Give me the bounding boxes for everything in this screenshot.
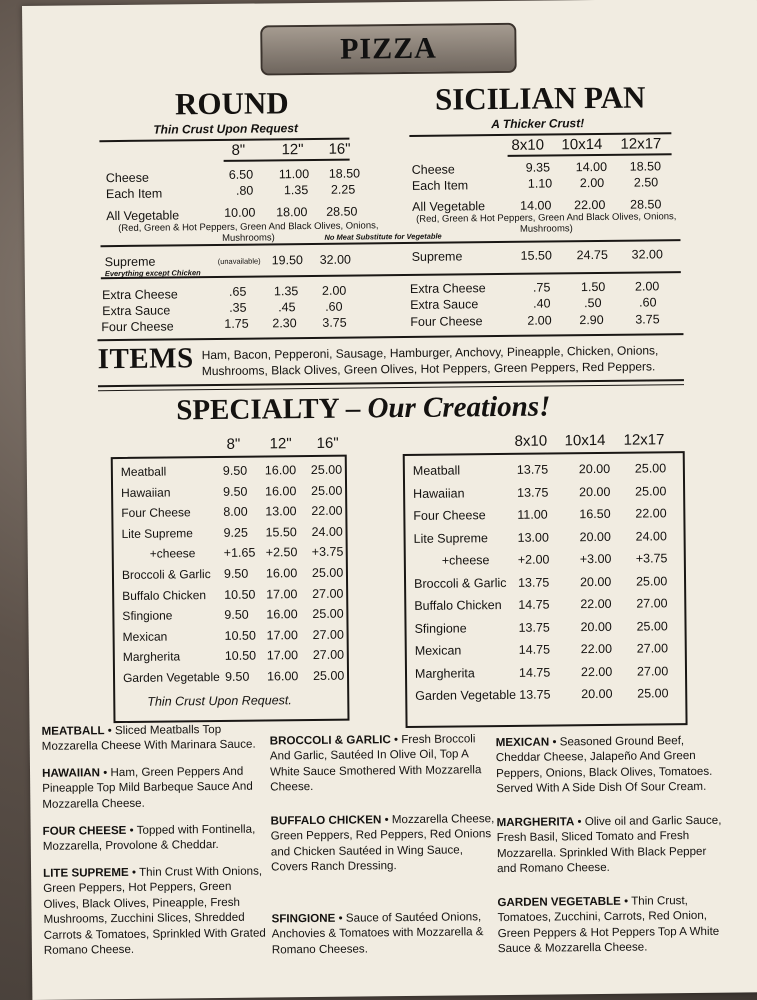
specialty-price: 16.50	[579, 506, 611, 522]
specialty-price: 20.00	[579, 529, 611, 544]
specialty-pizza-label: Lite Supreme	[413, 530, 489, 546]
specialty-price: 17.00	[266, 586, 298, 602]
items-rule-top	[97, 333, 683, 341]
price: .60	[325, 299, 343, 314]
specialty-price: 16.00	[265, 566, 298, 581]
specialty-title-dash: –	[345, 392, 361, 425]
price: 2.25	[330, 182, 356, 197]
price: .75	[532, 280, 551, 295]
round-extra-label: Extra Sauce	[102, 303, 171, 319]
specialty-price: 13.00	[265, 504, 297, 519]
pizza-description-text: • Sliced Meatballs Top Mozzarella Cheese With Marinara Sauce.	[41, 722, 256, 754]
pizza-description-text: • Thin Crust, Tomatoes, Zucchini, Carrots, Red Onion, Green Peppers & Hot Peppers Top A White Sauce & Mozzarella Cheese.	[497, 894, 720, 956]
specialty-price: 16.00	[266, 669, 299, 684]
price: 3.75	[322, 315, 347, 330]
specialty-price: 15.50	[265, 524, 297, 540]
specialty-price: +1.65	[223, 545, 256, 561]
specialty-pizza-label: Broccoli & Garlic	[413, 575, 507, 591]
specialty-price: 9.50	[224, 607, 249, 623]
specialty-price: 25.00	[311, 483, 343, 498]
specialty-price: 22.00	[580, 641, 613, 657]
price: 22.00	[574, 197, 606, 213]
spec-pan-size-10x14: 10x14	[564, 431, 606, 450]
specialty-price: +3.00	[579, 551, 612, 567]
pizza-description	[496, 813, 723, 877]
specialty-price: 27.00	[636, 641, 669, 656]
specialty-pizza-label: Buffalo Chicken	[414, 598, 502, 613]
specialty-title-main: SPECIALTY	[176, 392, 339, 427]
specialty-price: 27.00	[636, 663, 669, 679]
pizza-description-text: • Seasoned Ground Beef, Cheddar Cheese, Jalapeño And Green Peppers, Onions, Black Olives, Tomatoes. Served With A Side Dish Of Sour Cream.	[495, 734, 713, 796]
specialty-price: 24.00	[635, 528, 667, 544]
specialty-price: 17.00	[266, 648, 299, 663]
price: .60	[639, 295, 657, 310]
specialty-pizza-label: Broccoli & Garlic	[121, 567, 211, 582]
price: .40	[533, 296, 551, 311]
pan-extra-label: Extra Cheese	[409, 281, 486, 296]
specialty-price: 10.50	[224, 587, 256, 602]
specialty-price: 10.50	[224, 648, 257, 664]
pan-row-label: Cheese	[411, 162, 455, 177]
pizza-description	[270, 811, 495, 875]
specialty-title	[176, 390, 550, 427]
price: 1.10	[527, 176, 553, 191]
round-size-8: 8"	[231, 141, 246, 159]
specialty-price: 14.75	[518, 597, 550, 612]
specialty-price: 9.25	[223, 525, 248, 540]
specialty-price: 25.00	[311, 565, 344, 580]
price: 1.75	[224, 316, 249, 331]
pan-veg-note: (Red, Green & Hot Peppers, Green And Black Olives, Onions, Mushrooms)	[416, 211, 677, 235]
round-supreme-label: Supreme	[104, 254, 156, 270]
round-supreme-unavailable: (unavailable)	[217, 256, 261, 266]
round-extra-label: Extra Cheese	[101, 287, 178, 303]
specialty-price: 9.50	[223, 484, 248, 499]
specialty-price: 14.75	[518, 642, 551, 657]
price: 14.00	[575, 159, 608, 175]
pizza-description	[42, 721, 266, 754]
specialty-price: 22.00	[580, 596, 612, 612]
price: 9.35	[525, 160, 551, 175]
price: 2.00	[634, 279, 660, 294]
price: 2.00	[579, 175, 605, 191]
specialty-price: 10.50	[224, 628, 256, 643]
menu-page	[22, 0, 757, 1000]
price: 1.35	[273, 284, 299, 299]
pizza-description-name: SFINGIONE	[271, 911, 336, 926]
pizza-description-name: GARDEN VEGETABLE	[497, 894, 621, 910]
price: 3.75	[635, 312, 660, 327]
specialty-pizza-label: Margherita	[414, 665, 475, 681]
specialty-pizza-label: Sfingione	[122, 608, 173, 624]
pizza-description	[43, 821, 267, 854]
specialty-price: 25.00	[634, 461, 667, 476]
specialty-price: 16.00	[266, 607, 298, 622]
round-veg-note: (Red, Green & Hot Peppers, Green And Black Olives, Onions, Mushrooms)	[118, 220, 379, 244]
specialty-price: 14.75	[518, 665, 551, 680]
price: 6.50	[228, 167, 254, 182]
specialty-pizza-label: Lite Supreme	[121, 526, 193, 541]
pizza-description-text: • Topped with Fontinella, Mozzarella, Provolone & Cheddar.	[42, 822, 256, 854]
specialty-price: 13.75	[518, 620, 550, 635]
specialty-subtitle: Our Creations!	[367, 390, 551, 425]
spec-round-size-12: 12"	[269, 435, 292, 453]
specialty-pizza-label: Garden Vegetable	[415, 687, 517, 703]
price: 2.50	[633, 175, 659, 190]
price: 18.00	[276, 205, 308, 220]
price: 14.00	[520, 198, 552, 213]
pan-size-12x17: 12x17	[620, 135, 662, 153]
specialty-pizza-label: Four Cheese	[121, 505, 191, 521]
specialty-price: +2.00	[517, 552, 550, 567]
price: .80	[235, 183, 254, 198]
specialty-price: 13.75	[517, 575, 550, 590]
round-row-label: All Vegetable	[106, 208, 180, 224]
specialty-price: 25.00	[637, 686, 669, 701]
specialty-price: +3.75	[311, 545, 344, 560]
pizza-header-badge	[260, 23, 517, 76]
sicilian-subtitle: A Thicker Crust!	[491, 116, 585, 132]
spec-round-size-16: 16"	[316, 434, 339, 452]
price: 15.50	[520, 248, 552, 263]
specialty-price: 27.00	[312, 586, 344, 601]
specialty-price: 27.00	[636, 596, 668, 611]
price: 2.30	[272, 316, 297, 331]
specialty-price: 8.00	[223, 504, 248, 520]
price: 28.50	[630, 197, 662, 212]
pizza-description	[497, 893, 724, 957]
pan-size-8x10: 8x10	[511, 136, 545, 154]
pizza-description-name: MEXICAN	[495, 735, 550, 750]
sicilian-title: SICILIAN PAN	[434, 79, 646, 117]
specialty-price: 9.50	[222, 463, 248, 478]
price: 10.00	[224, 205, 256, 220]
round-title: ROUND	[174, 85, 289, 122]
specialty-pizza-label: Mexican	[122, 629, 168, 644]
specialty-price: 25.00	[636, 618, 668, 634]
round-row-label: Each Item	[105, 186, 163, 202]
spec-pan-size-12x17: 12x17	[623, 431, 665, 449]
round-supreme-note: Everything except Chicken	[104, 268, 201, 279]
pizza-description-name: LITE SUPREME	[43, 865, 129, 880]
pan-size-rule	[508, 153, 672, 156]
round-row-label: Cheese	[105, 170, 149, 186]
specialty-price: 13.75	[519, 687, 551, 702]
pizza-description-text: • Olive oil and Garlic Sauce, Fresh Basil, Sliced Tomato and Fresh Mozzarella. Sprinkled With Black Pepper and Romano Cheese.	[496, 813, 722, 876]
items-list: Ham, Bacon, Pepperoni, Sausage, Hamburger, Anchovy, Pineapple, Chicken, Onions, Mushrooms, Black Olives, Green Olives, Hot Peppers, Green Peppers, Red Peppers.	[201, 343, 659, 379]
spec-round-size-8: 8"	[226, 435, 241, 453]
specialty-pizza-label: Hawaiian	[413, 485, 465, 501]
specialty-price: 22.00	[580, 664, 613, 679]
round-rule-top	[99, 138, 349, 142]
specialty-price: 13.00	[517, 530, 549, 545]
page-title: PIZZA	[339, 31, 437, 66]
specialty-pizza-label: Four Cheese	[413, 508, 486, 523]
specialty-price: 27.00	[312, 648, 345, 663]
specialty-price: 25.00	[312, 668, 345, 683]
specialty-pizza-label: Meatball	[412, 463, 461, 478]
pizza-description	[271, 909, 495, 958]
round-extra-label: Four Cheese	[101, 319, 174, 335]
specialty-price: +2.50	[265, 545, 298, 560]
specialty-price: 20.00	[578, 461, 611, 477]
specialty-round-note: Thin Crust Upon Request.	[147, 693, 292, 709]
price: 2.00	[321, 283, 347, 298]
pizza-description-text: • Thin Crust With Onions, Green Peppers, Hot Peppers, Green Olives, Black Olives, Pineapple, Fresh Mushrooms, Zucchini Slices, Shredded Carrots & Tomatoes, Sprinkled With Grated Romano Cheese.	[43, 864, 266, 957]
specialty-price: 25.00	[312, 606, 344, 622]
price: 24.75	[576, 247, 608, 263]
price: 1.50	[580, 279, 606, 295]
pan-extra-label: Four Cheese	[410, 314, 483, 329]
price: 28.50	[326, 204, 358, 219]
price: 32.00	[319, 252, 352, 267]
pizza-description-name: BROCCOLI & GARLIC	[269, 733, 391, 748]
specialty-price: 13.75	[517, 485, 549, 500]
pizza-description-text: • Sauce of Sautéed Onions, Anchovies & Tomatoes with Mozzarella & Romano Cheeses.	[271, 910, 484, 957]
specialty-pizza-label: +cheese	[149, 546, 196, 562]
specialty-price: 16.00	[264, 463, 297, 478]
specialty-price: 17.00	[266, 627, 298, 643]
specialty-pizza-label: +cheese	[441, 553, 490, 568]
round-size-rule	[224, 159, 350, 162]
specialty-price: 22.00	[635, 506, 667, 521]
price: 2.00	[527, 313, 552, 328]
pizza-description	[42, 763, 266, 812]
price: 18.50	[629, 159, 662, 174]
price: 11.00	[278, 167, 310, 182]
specialty-pizza-label: Garden Vegetable	[122, 669, 220, 685]
pizza-description-name: FOUR CHEESE	[42, 823, 127, 838]
specialty-price: 25.00	[635, 573, 668, 589]
items-title: ITEMS	[97, 342, 194, 376]
round-size-16: 16"	[328, 140, 351, 158]
round-subtitle: Thin Crust Upon Request	[153, 121, 299, 137]
pizza-description-name: MARGHERITA	[496, 815, 575, 830]
specialty-price: 22.00	[311, 503, 343, 519]
specialty-price: +3.75	[635, 551, 668, 566]
pan-supreme-label: Supreme	[411, 249, 463, 264]
spec-pan-size-8x10: 8x10	[514, 432, 548, 450]
specialty-price: 9.50	[223, 566, 249, 581]
no-meat-note: No Meat Substitute for Vegetable	[324, 231, 442, 242]
price: 1.35	[283, 183, 309, 198]
pizza-description	[43, 863, 268, 958]
specialty-price: 20.00	[579, 484, 611, 499]
specialty-pizza-label: Margherita	[122, 649, 181, 665]
price: .65	[228, 284, 247, 299]
specialty-price: 20.00	[581, 686, 613, 702]
pizza-description-text: • Ham, Green Peppers And Pineapple Top Mild Barbeque Sauce And Mozzarella Cheese.	[42, 764, 253, 811]
pan-row-label: All Vegetable	[412, 199, 486, 214]
specialty-pizza-label: Sfingione	[414, 620, 467, 636]
specialty-price: 20.00	[579, 574, 612, 589]
pizza-description-text: • Mozzarella Cheese, Green Peppers, Red Peppers, Red Onions and Chicken Sautéed in Wing Sauce, Covers Ranch Dressing.	[270, 812, 495, 874]
price: .45	[278, 300, 296, 315]
specialty-price: 24.00	[311, 524, 343, 539]
specialty-price: 13.75	[516, 462, 549, 477]
price: 18.50	[328, 166, 361, 181]
price: .50	[584, 295, 602, 311]
pan-row-label: Each Item	[411, 178, 469, 193]
specialty-price: 20.00	[580, 619, 612, 634]
specialty-pizza-label: Meatball	[120, 464, 167, 479]
specialty-price: 9.50	[224, 669, 250, 684]
pizza-description	[496, 733, 723, 797]
specialty-price: 27.00	[312, 627, 344, 642]
pizza-description-name: HAWAIIAN	[41, 766, 101, 780]
specialty-price: 25.00	[310, 462, 343, 478]
pan-size-10x14: 10x14	[561, 135, 603, 154]
pizza-description-name: MEATBALL	[41, 724, 105, 738]
specialty-price: 16.00	[265, 483, 297, 499]
price: .35	[229, 300, 247, 315]
specialty-pizza-label: Hawaiian	[121, 485, 171, 500]
specialty-price: 11.00	[517, 507, 548, 522]
specialty-pizza-label: Buffalo Chicken	[122, 587, 207, 603]
pizza-description-name: BUFFALO CHICKEN	[270, 813, 382, 828]
specialty-pizza-label: Mexican	[414, 643, 462, 658]
round-size-12: 12"	[281, 141, 304, 159]
pizza-description	[270, 731, 495, 795]
price: 32.00	[631, 247, 663, 262]
price: 2.90	[579, 312, 604, 328]
pan-extra-label: Extra Sauce	[410, 297, 479, 312]
pizza-description-text: • Fresh Broccoli And Garlic, Sautéed In Olive Oil, Top A White Sauce Smothered With Mozzarella Cheese.	[269, 732, 482, 794]
specialty-price: 25.00	[635, 483, 667, 499]
price: 19.50	[271, 253, 304, 268]
